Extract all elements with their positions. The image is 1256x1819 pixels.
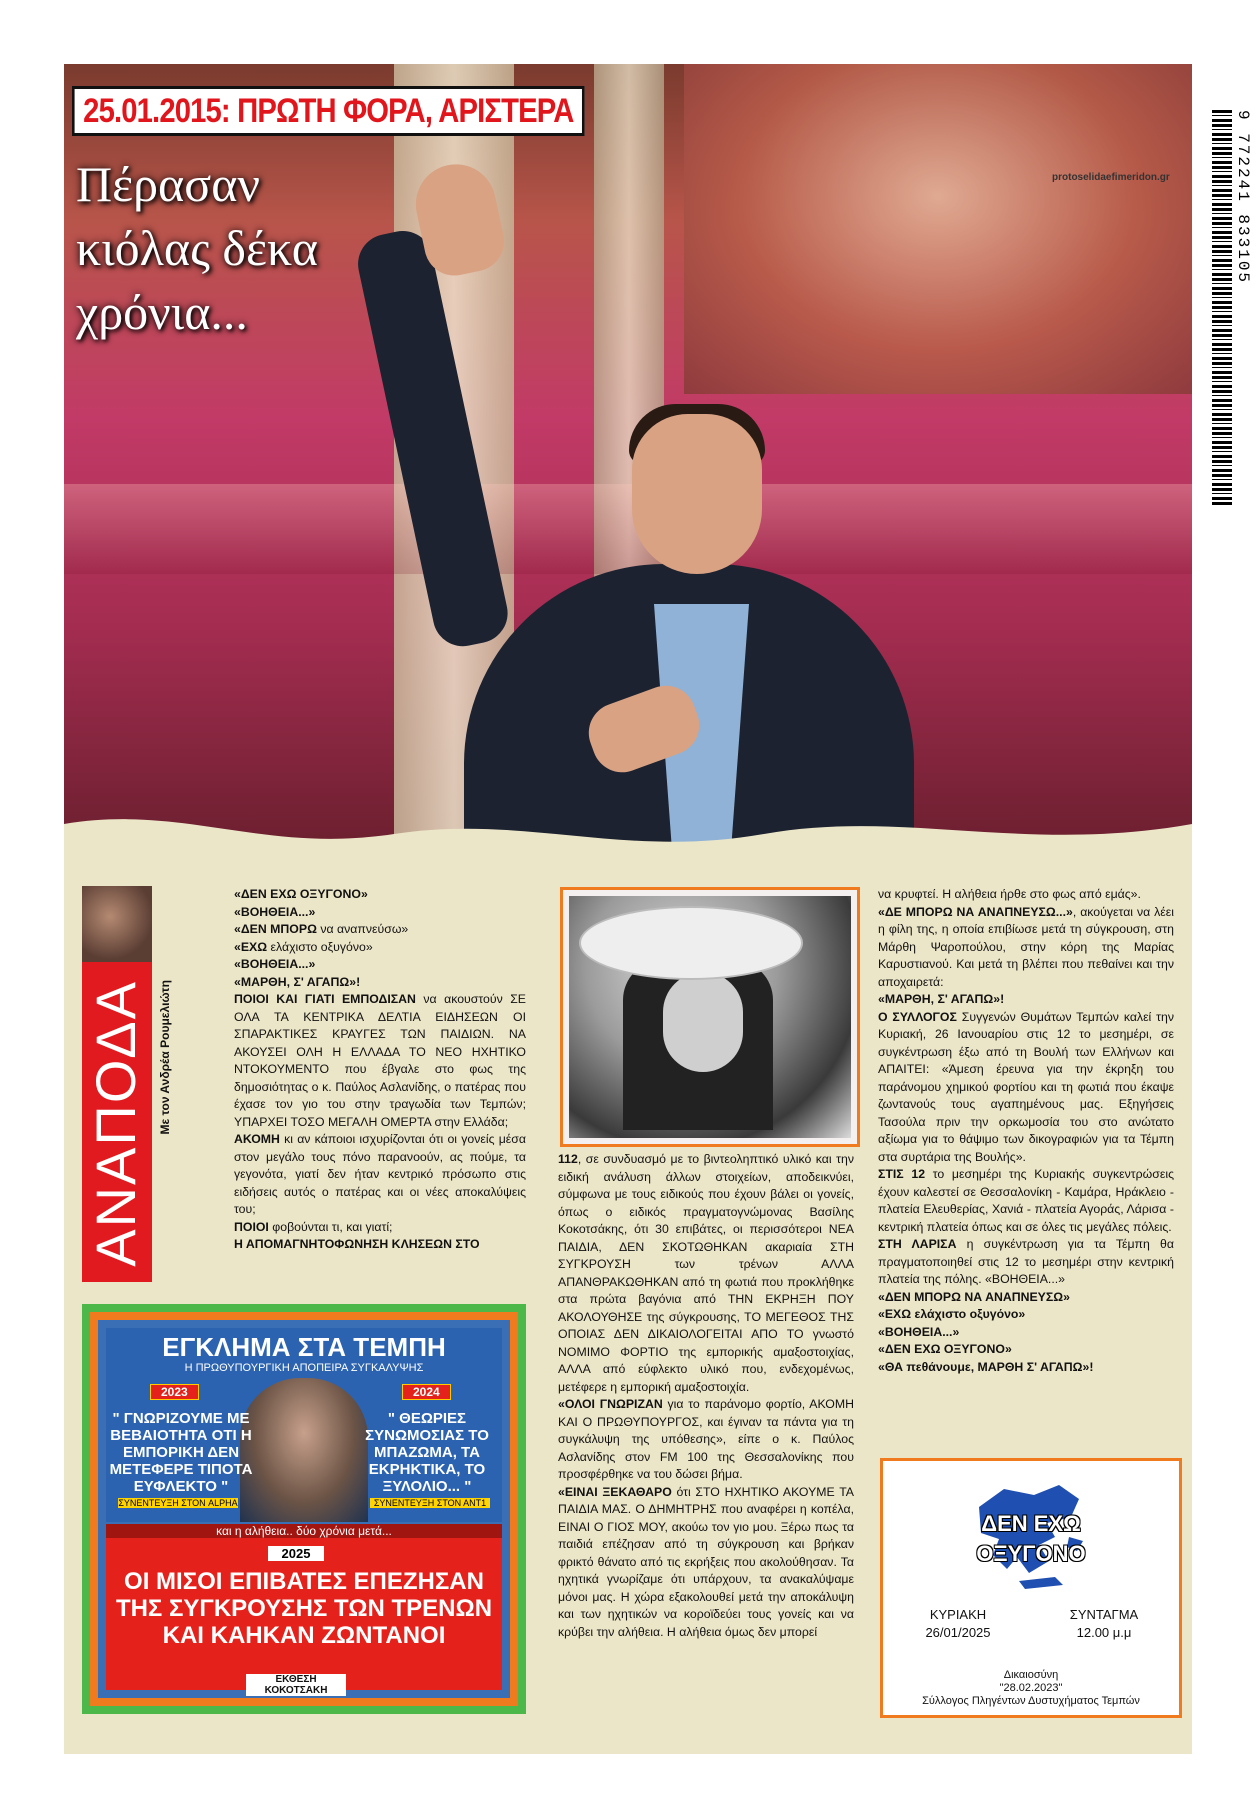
column-tag-title: ΑΝΑΠΟΔΑ	[84, 980, 147, 1267]
paragraph-lead: «ΒΟΗΘΕΙΑ...»	[234, 904, 316, 919]
paragraph-text: φοβούνται τι, και γιατί;	[268, 1219, 393, 1234]
article-column-3	[878, 886, 1174, 1376]
paragraph-lead: ΣΤΗ ΛΑΡΙΣΑ	[878, 1237, 957, 1251]
paragraph-lead: Η ΑΠΟΜΑΓΝΗΤΟΦΩΝΗΣΗ ΚΛΗΣΕΩΝ ΣΤΟ	[234, 1237, 480, 1251]
paragraph	[878, 886, 1174, 904]
victim-photo	[560, 887, 860, 1147]
headline: 25.01.2015: ΠΡΩΤΗ ΦΟΡΑ, ΑΡΙΣΤΕΡΑ	[72, 86, 585, 136]
paragraph	[878, 1359, 1174, 1377]
paragraph	[234, 1131, 526, 1219]
paragraph	[234, 1236, 526, 1254]
article-column-1	[234, 886, 526, 1254]
paragraph-lead: «ΜΑΡΘΗ, Σ' ΑΓΑΠΩ»!	[878, 992, 1005, 1006]
paragraph-lead: «ΔΕ ΜΠΟΡΩ ΝΑ ΑΝΑΠΝΕΥΣΩ...»	[878, 904, 1073, 919]
paragraph	[234, 886, 526, 904]
paragraph	[878, 1236, 1174, 1289]
paragraph-lead: «ΕΧΩ ελάχιστο οξυγόνο»	[878, 1307, 1026, 1321]
paragraph-lead: «ΕΙΝΑΙ ΞΕΚΑΘΑΡΟ	[558, 1484, 672, 1499]
paragraph-lead: «ΒΟΗΘΕΙΑ...»	[878, 1324, 960, 1339]
paragraph	[234, 974, 526, 992]
hero-wave-edge	[64, 804, 1192, 864]
poster-title: ΕΓΚΛΗΜΑ ΣΤΑ ΤΕΜΠΗ	[162, 1332, 446, 1362]
paragraph	[878, 1341, 1174, 1359]
paragraph	[878, 1324, 1174, 1342]
paragraph	[878, 1166, 1174, 1236]
paragraph-lead: «ΘΑ πεθάνουμε, ΜΑΡΘΗ Σ' ΑΓΑΠΩ»!	[878, 1359, 1094, 1374]
paragraph-text: ότι ΣΤΟ ΗΧΗΤΙΚΟ ΑΚΟΥΜΕ ΤΑ ΠΑΙΔΙΑ ΜΑΣ. Ο ΔΗΜΗΤΡΗΣ που αναφέρει η κοπέλα, ΕΙΝΑΙ Ο ΓΙΟΣ ΜΟΥ, ακούω τον γιο μου. Ξέρω πως τα παιδιά επέζησαν από τη σύγκρουση και βρήκαν φρικτό θάνατο από τις εκρήξεις που ακολούθησαν. Τα ηχητικά γνωρίζαμε ότι υπάρχουν, τα ανακαλύψαμε μόνοι μας. Η χώρα εξακολουθεί μετά την αποκάλυψη και των ηχητικών να κοροϊδεύει τους γονείς και να κρύβει την αλήθεια. Η αλήθεια όμως δεν μπορεί	[558, 1484, 854, 1639]
paragraph-lead: «ΔΕΝ ΜΠΟΡΩ	[234, 922, 317, 936]
paragraph-text: κι αν κάποιοι ισχυρίζονται ότι οι γονείς μέσα στον μεγάλο τους πόνο παρανοούν, ας πούμε, τα γεγονότα, γιατί δεν ήταν κεντρικό πρόσωπο στις ειδήσεις αυτός ο πατέρας και οι νέες αποκαλύψεις του;	[234, 1132, 526, 1216]
paragraph-lead: ΑΚΟΜΗ	[234, 1132, 280, 1146]
paragraph	[558, 1151, 854, 1396]
subhead: Πέρασαν κιόλας δέκα χρόνια...	[76, 156, 318, 340]
paragraph-text: , ακούγεται να λέει η φίλη της, η οποία επιβίωσε μετά τη σύγκρουση, στη Μάρθη Ψαροπούλου, στην κόρη της Μαρίας Καρυστιανού. Και μετά τη βλέπει που πεθαίνει και την αποχαιρετά:	[878, 904, 1174, 989]
poster-mid-text: και η αλήθεια.. δύο χρόνια μετά...	[106, 1524, 502, 1538]
event-footer: Δικαιοσύνη "28.02.2023" Σύλλογος Πληγέντων Δυστυχήματος Τεμπών	[922, 1669, 1140, 1707]
poster-year-right: 2024	[402, 1384, 451, 1400]
event-day: ΚΥΡΙΑΚΗ	[929, 1607, 987, 1622]
event-slogan: ΔΕΝ ΕΧΩ ΟΞΥΓΟΝΟ	[976, 1511, 1086, 1566]
paragraph-text: το μεσημέρι της Κυριακής συγκεντρώσεις έχουν καλεστεί σε Θεσσαλονίκη - Καμάρα, Ηράκλειο - πλατεία Ελευθερίας, Χανιά - πλατεία Αγοράς, Λάρισα - κεντρική πλατεία όπως και σε όλες τις μεγάλες πόλεις.	[878, 1167, 1174, 1234]
poster-report: ΕΚΘΕΣΗ ΚΟΚΟΤΣΑΚΗ	[246, 1674, 346, 1696]
paragraph-lead: «ΔΕΝ ΕΧΩ ΟΞΥΓΟΝΟ»	[234, 887, 368, 901]
poster-year-bottom: 2025	[268, 1546, 324, 1561]
paragraph-text: η συγκέντρωση για τα Τέμπη θα πραγματοποιηθεί στις 12 το μεσημέρι στην κεντρική πλατεία της πόλης. «ΒΟΗΘΕΙΑ...»	[878, 1237, 1174, 1286]
poster-quote-left: " ΓΝΩΡΙΖΟΥΜΕ ΜΕ ΒΕΒΑΙΟΤΗΤΑ ΟΤΙ Η ΕΜΠΟΡΙΚΗ ΔΕΝ ΜΕΤΕΦΕΡΕ ΤΙΠΟΤΑ ΕΥΦΛΕΚΤΟ "	[109, 1410, 253, 1495]
paragraph	[234, 921, 526, 939]
paragraph-text: για το παράνομο φορτίο, ΑΚΟΜΗ ΚΑΙ Ο ΠΡΩΘΥΠΟΥΡΓΟΣ, και έγιναν τα πάντα για τη συγκάλυψη της υπόθεσης», είπε ο κ. Παύλος Ασλανίδης στον FM 100 της Θεσσαλονίκης που προσφέρθηκε να του δώσει βήμα.	[558, 1397, 854, 1481]
event-time: 12.00 μ.μ	[1076, 1625, 1132, 1640]
paragraph-lead: «ΔΕΝ ΜΠΟΡΩ ΝΑ ΑΝΑΠΝΕΥΣΩ»	[878, 1289, 1070, 1304]
barcode-digits: 9 772241 833105	[1234, 110, 1252, 285]
paragraph-text: Συγγενών Θυμάτων Τεμπών καλεί την Κυριακή, 26 Ιανουαρίου στις 12 το μεσημέρι, σε συγκέντρωση έξω από τη Βουλή των Ελλήνων και ΑΠΑΙΤΕΙ: «Άμεση έρευνα για την έκρηξη του παράνομου χημικού φορτίου και τη φωτιά που έκαψε ζωντανούς τους αγαπημένους μας. Εξηγήσεις Τασούλα πριν την ορκωμοσία του στο ανώτατο αξίωμα για το θάψιμο των δικογραφιών για τα Τέμπη στα συρτάρια της Βουλής».	[878, 1009, 1174, 1164]
paragraph	[558, 1484, 854, 1642]
event-notice	[880, 1458, 1182, 1718]
barcode-bars	[1212, 110, 1232, 505]
poster-year-left: 2023	[150, 1384, 199, 1400]
column-byline: Με τον Ανδρέα Ρουμελιώτη	[158, 980, 172, 1135]
paragraph-lead: «ΜΑΡΘΗ, Σ' ΑΓΑΠΩ»!	[234, 974, 361, 989]
paragraph-lead: «ΒΟΗΘΕΙΑ...»	[234, 957, 316, 971]
article-column-2	[558, 1151, 854, 1641]
paragraph-lead: 112	[558, 1152, 578, 1166]
paragraph-lead: «ΟΛΟΙ ΓΝΩΡΙΖΑΝ	[558, 1397, 663, 1411]
paragraph	[234, 956, 526, 974]
poster-source-left: ΣΥΝΕΝΤΕΥΞΗ ΣΤΟΝ ALPHA	[118, 1498, 238, 1508]
paragraph	[558, 1396, 854, 1484]
poster-subtitle: Η ΠΡΩΘΥΠΟΥΡΓΙΚΗ ΑΠΟΠΕΙΡΑ ΣΥΓΚΑΛΥΨΗΣ	[184, 1362, 424, 1374]
paragraph-lead: ΣΤΙΣ 12	[878, 1167, 926, 1181]
paragraph	[878, 1009, 1174, 1167]
paragraph-text: να αναπνεύσω»	[316, 922, 409, 936]
event-date: 26/01/2025	[925, 1625, 991, 1640]
watermark: protoselidaefimeridon.gr	[1052, 172, 1170, 183]
poster-quote-right: " ΘΕΩΡΙΕΣ ΣΥΝΩΜΟΣΙΑΣ ΤΟ ΜΠΑΖΩΜΑ, ΤΑ ΕΚΡΗΚΤΙΚΑ, ΤΟ ΞΥΛΟΛΙΟ... "	[365, 1410, 489, 1495]
paragraph-text: να ακουστούν ΣΕ ΟΛΑ ΤΑ ΚΕΝΤΡΙΚΑ ΔΕΛΤΙΑ ΕΙΔΗΣΕΩΝ ΟΙ ΣΠΑΡΑΚΤΙΚΕΣ ΚΡΑΥΓΕΣ ΤΩΝ ΠΑΙΔΙΩΝ. ΝΑ ΑΚΟΥΣΕΙ ΟΛΗ Η ΕΛΛΑΔΑ ΤΟ ΝΕΟ ΗΧΗΤΙΚΟ ΝΤΟΚΟΥΜΕΝΤΟ που έβγαλε στο φως της δημοσιότητας ο κ. Παύλος Ασλανίδης, ο πατέρας που έχασε τον γιο του στην τραγωδία των Τεμπών; ΥΠΑΡΧΕΙ ΤΟΣΟ ΜΕΓΑΛΗ ΟΜΕΡΤΑ στην Ελλάδα;	[234, 992, 527, 1129]
paragraph	[878, 1289, 1174, 1307]
paragraph-text: , σε συνδυασμό με το βιντεοληπτικό υλικό και την ειδική ανάλυση άλλων στοιχείων, αποδεικνύει, σύμφωνα με τους ειδικούς που έχουν βάλει οι γονείς, όπως ο ειδικός πραγματογνώμονας Βασίλης Κοκοτσάκης, ότι 30 επιβάτες, οι περισσότεροι ΝΕΑ ΠΑΙΔΙΑ, ΔΕΝ ΣΚΟΤΩΘΗΚΑΝ ακαριαία ΣΤΗ ΣΥΓΚΡΟΥΣΗ των τρένων ΑΛΛΑ ΑΠΑΝΘΡΑΚΩΘΗΚΑΝ από τη φωτιά που προκλήθηκε στα πρώτα βαγόνια από ΤΗΝ ΕΚΡΗΞΗ ΠΟΥ ΑΚΟΛΟΥΘΗΣΕ της σύγκρουσης, ΤΟ ΜΕΓΕΘΟΣ ΤΗΣ ΟΠΟΙΑΣ ΔΕΝ ΔΙΚΑΙΟΛΟΓΕΙΤΑΙ ΑΠΟ ΤΟ γνωστό ΝΟΜΙΜΟ ΦΟΡΤΙΟ της εμπορικής αμαξοστοιχίας, ΑΛΛΑ από εύφλεκτο υλικό που, ενδεχομένως, μετέφερε η εμπορική αμαξοστοιχία.	[558, 1152, 854, 1394]
paragraph-lead: «ΕΧΩ	[234, 939, 268, 954]
paragraph	[878, 904, 1174, 992]
event-place: ΣΥΝΤΑΓΜΑ	[1069, 1607, 1139, 1622]
paragraph	[234, 939, 526, 957]
paragraph-text: ελάχιστο οξυγόνο»	[267, 939, 373, 954]
paragraph	[234, 904, 526, 922]
column-tag	[82, 886, 152, 1282]
paragraph	[234, 991, 526, 1131]
tempi-poster	[82, 1304, 526, 1714]
hero-photo	[64, 64, 1192, 854]
poster-source-right: ΣΥΝΕΝΤΕΥΞΗ ΣΤΟΝ ΑΝΤ1	[370, 1498, 490, 1508]
paragraph-text: να κρυφτεί. Η αλήθεια ήρθε στο φως από εμάς».	[878, 887, 1141, 901]
columnist-photo	[82, 886, 152, 962]
paragraph-lead: ΠΟΙΟΙ	[234, 1219, 269, 1234]
paragraph	[878, 1306, 1174, 1324]
paragraph-lead: «ΔΕΝ ΕΧΩ ΟΞΥΓΟΝΟ»	[878, 1342, 1012, 1356]
pm-portrait	[240, 1378, 368, 1522]
poster-big-text: ΟΙ ΜΙΣΟΙ ΕΠΙΒΑΤΕΣ ΕΠΕΖΗΣΑΝ ΤΗΣ ΣΥΓΚΡΟΥΣΗΣ ΤΩΝ ΤΡΕΝΩΝ ΚΑΙ ΚΑΗΚΑΝ ΖΩΝΤΑΝΟΙ	[115, 1568, 493, 1649]
paragraph-lead: Ο ΣΥΛΛΟΓΟΣ	[878, 1009, 957, 1024]
paragraph	[878, 991, 1174, 1009]
paragraph-lead: ΠΟΙΟΙ ΚΑΙ ΓΙΑΤΙ ΕΜΠΟΔΙΣΑΝ	[234, 992, 416, 1006]
paragraph	[234, 1219, 526, 1237]
